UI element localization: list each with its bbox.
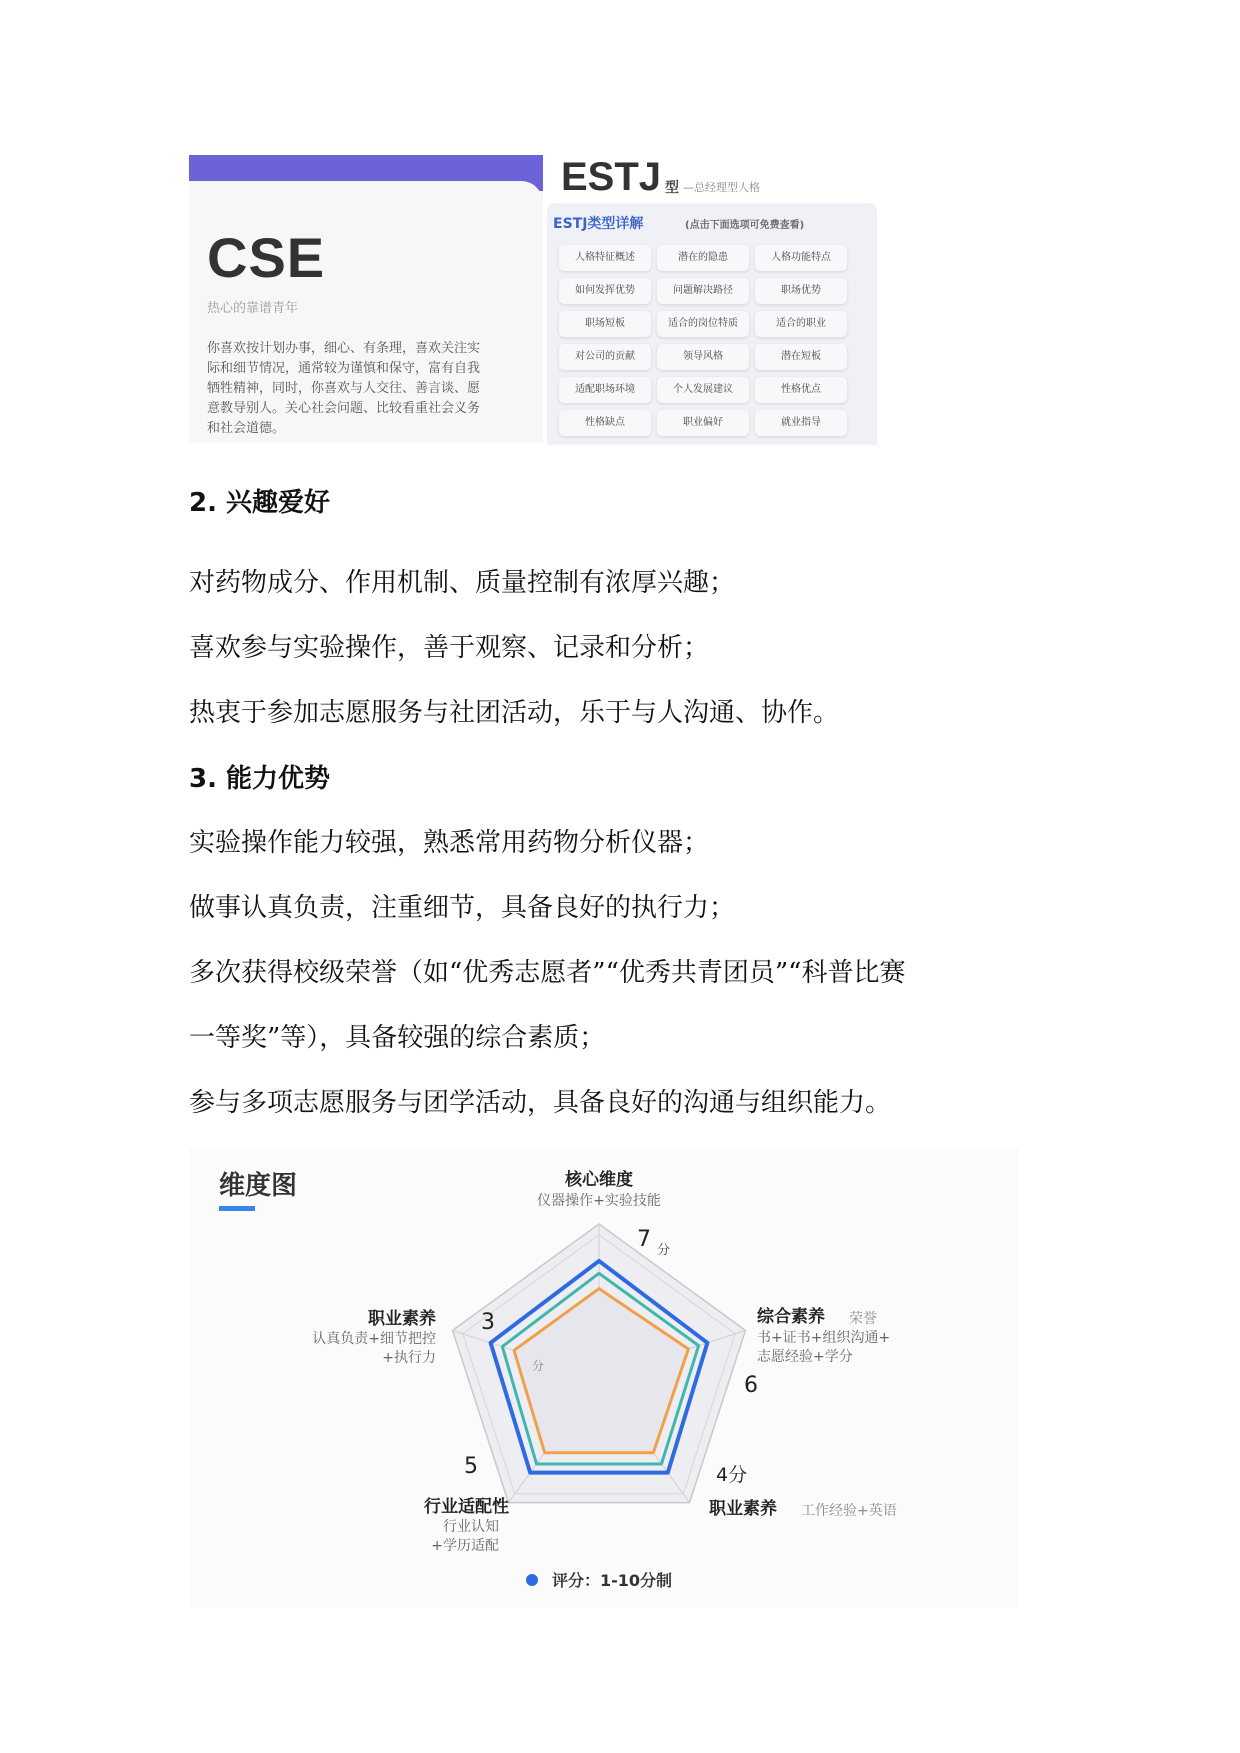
section-heading-interests: 2. 兴趣爱好	[189, 488, 331, 518]
axis-desc-comprehensive: 志愿经验+学分	[757, 1349, 853, 1365]
estj-type-label: 型	[665, 180, 679, 196]
estj-option-button[interactable]: 适合的岗位特质	[657, 311, 749, 337]
strength-line: 一等奖”等），具备较强的综合素质；	[189, 1023, 606, 1053]
radar-svg	[189, 1148, 1019, 1608]
radar-center-label: 分	[532, 1359, 545, 1373]
estj-option-button[interactable]: 职场优势	[755, 278, 847, 304]
estj-option-button[interactable]: 职场短板	[559, 311, 651, 337]
cse-description-line: 意教导别人。关心社会问题、比较看重社会义务	[207, 401, 481, 416]
estj-detail-box	[547, 203, 877, 445]
estj-option-button[interactable]: 潜在的隐患	[657, 245, 749, 271]
axis-desc-comprehensive: 书+证书+组织沟通+	[757, 1330, 891, 1346]
radar-legend: 评分：1-10分制	[552, 1571, 673, 1590]
axis-score-core: 7	[637, 1227, 651, 1252]
axis-score-literacy: 3	[481, 1310, 495, 1335]
axis-score-industry: 5	[464, 1454, 478, 1479]
estj-option-button[interactable]: 性格优点	[755, 377, 847, 403]
estj-option-button[interactable]: 适配职场环境	[559, 377, 651, 403]
estj-option-button[interactable]: 适合的职业	[755, 311, 847, 337]
axis-name-literacy: 职业素养	[368, 1309, 436, 1329]
estj-option-button[interactable]: 人格特征概述	[559, 245, 651, 271]
axis-name-core: 核心维度	[565, 1170, 633, 1190]
axis-name-industry: 行业适配性	[424, 1497, 509, 1517]
axis-extra-professional: 工作经验+英语	[801, 1503, 897, 1519]
cse-description-line: 牺牲精神，同时，你喜欢与人交往、善言谈、愿	[207, 381, 481, 396]
estj-option-button[interactable]: 领导风格	[657, 344, 749, 370]
strength-line: 参与多项志愿服务与团学活动，具备良好的沟通与组织能力。	[189, 1088, 892, 1118]
axis-desc-industry: +学历适配	[431, 1538, 499, 1554]
axis-score-professional: 4分	[716, 1464, 748, 1486]
cse-description-line: 和社会道德。	[207, 421, 286, 436]
axis-desc-core: 仪器操作+实验技能	[537, 1193, 661, 1209]
estj-option-button[interactable]: 性格缺点	[559, 410, 651, 436]
radar-title-underline	[219, 1206, 255, 1211]
cse-description-line: 际和细节情况，通常较为谨慎和保守，富有自我	[207, 361, 481, 376]
strength-line: 多次获得校级荣誉（如“优秀志愿者”“优秀共青团员”“科普比赛	[189, 958, 906, 988]
estj-title: ESTJ	[561, 155, 662, 199]
axis-name-comprehensive: 综合素养	[757, 1307, 825, 1327]
legend-dot	[526, 1574, 538, 1586]
estj-option-grid	[559, 245, 859, 436]
strength-line: 实验操作能力较强，熟悉常用药物分析仪器；	[189, 828, 710, 858]
estj-option-button[interactable]: 职业偏好	[657, 410, 749, 436]
cse-card-body	[189, 181, 543, 443]
cse-description-line: 你喜欢按计划办事，细心、有条理，喜欢关注实	[207, 341, 481, 356]
axis-desc-literacy: +执行力	[382, 1350, 436, 1366]
estj-detail-heading: ESTJ类型详解	[553, 216, 644, 232]
strength-line: 做事认真负责，注重细节，具备良好的执行力；	[189, 893, 736, 923]
estj-panel	[543, 155, 877, 445]
axis-score-comprehensive: 6	[744, 1373, 758, 1398]
estj-option-button[interactable]: 潜在短板	[755, 344, 847, 370]
radar-title: 维度图	[219, 1171, 298, 1201]
cse-profile-card	[189, 155, 543, 443]
estj-option-button[interactable]: 个人发展建议	[657, 377, 749, 403]
axis-name-professional: 职业素养	[709, 1499, 777, 1519]
dimension-radar-chart	[189, 1148, 1019, 1608]
estj-type-subtitle: —总经理型人格	[683, 181, 760, 194]
axis-score-unit-core: 分	[657, 1243, 671, 1258]
cse-title: CSE	[207, 226, 326, 289]
estj-option-button[interactable]: 如何发挥优势	[559, 278, 651, 304]
interest-line: 对药物成分、作用机制、质量控制有浓厚兴趣；	[189, 568, 736, 598]
axis-desc-literacy: 认真负责+细节把控	[312, 1331, 436, 1347]
estj-option-button[interactable]: 人格功能特点	[755, 245, 847, 271]
cse-subtitle: 热心的靠谱青年	[207, 301, 299, 316]
section-heading-strengths: 3. 能力优势	[189, 764, 331, 794]
estj-detail-hint: (点击下面选项可免费查看)	[685, 220, 805, 231]
interest-line: 热衷于参加志愿服务与社团活动，乐于与人沟通、协作。	[189, 698, 840, 728]
estj-option-button[interactable]: 就业指导	[755, 410, 847, 436]
interest-line: 喜欢参与实验操作，善于观察、记录和分析；	[189, 633, 710, 663]
estj-option-button[interactable]: 问题解决路径	[657, 278, 749, 304]
axis-extra-comprehensive: 荣誉	[849, 1311, 877, 1327]
estj-option-button[interactable]: 对公司的贡献	[559, 344, 651, 370]
axis-desc-industry: 行业认知	[443, 1519, 499, 1535]
cse-description	[207, 339, 527, 439]
